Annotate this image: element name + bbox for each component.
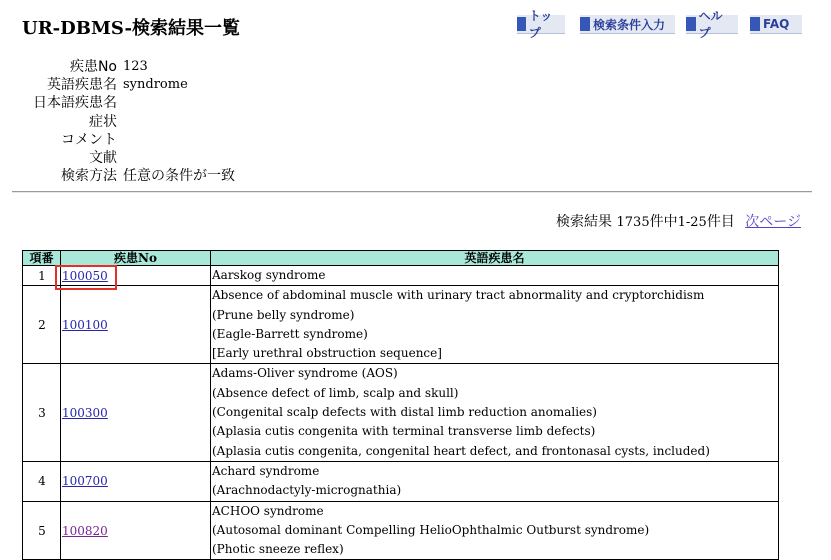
- table-row: [23, 364, 779, 461]
- criteria-key: コメント: [61, 131, 117, 148]
- row-english-name-cell: [211, 286, 779, 364]
- row-disease-no-cell: [61, 364, 211, 461]
- row-english-name-cell: [211, 364, 779, 461]
- table-row: [23, 286, 779, 364]
- disease-name-line: (Prune belly syndrome): [212, 307, 355, 322]
- disease-name-line: Aarskog syndrome: [212, 268, 326, 282]
- criteria-key: 日本語疾患名: [33, 95, 117, 112]
- disease-name-line: (Autosomal dominant Compelling HelioOphthalmic Outburst syndrome): [212, 522, 650, 537]
- result-middle-text: 件中: [649, 214, 678, 230]
- table-row: [23, 266, 779, 286]
- disease-name-line: (Aplasia cutis congenita, congenital heart defect, and frontonasal cysts, included): [212, 443, 710, 458]
- nav-faq-label: FAQ: [763, 17, 790, 31]
- nav-top-button[interactable]: [517, 9, 565, 40]
- search-criteria: [22, 58, 235, 185]
- disease-no-link[interactable]: 100100: [62, 317, 108, 332]
- divider: [12, 191, 812, 193]
- nav-square-icon: [580, 17, 590, 31]
- disease-name-line: (Aplasia cutis congenita with terminal transverse limb defects): [212, 424, 596, 439]
- row-english-name-cell: [211, 461, 779, 501]
- criteria-row-japanese-name: [22, 94, 235, 112]
- nav-search-conditions-button[interactable]: [580, 15, 675, 34]
- nav-square-icon: [750, 17, 760, 31]
- criteria-row-search-method: [22, 167, 235, 185]
- row-english-name-cell: [211, 501, 779, 560]
- row-index: 3: [23, 364, 61, 461]
- row-index: 1: [23, 266, 61, 286]
- table-row: [23, 461, 779, 501]
- criteria-key: 疾患No: [69, 59, 117, 75]
- criteria-row-literature: [22, 149, 235, 167]
- nav-square-icon: [517, 17, 526, 31]
- disease-name-line: (Eagle-Barrett syndrome): [212, 326, 368, 341]
- row-disease-no-cell: [61, 266, 211, 286]
- criteria-key: 英語疾患名: [47, 77, 117, 94]
- nav-faq-button[interactable]: [750, 15, 802, 34]
- table-row: [23, 501, 779, 560]
- disease-name-line: Adams-Oliver syndrome (AOS): [212, 366, 398, 381]
- row-disease-no-cell: [61, 501, 211, 560]
- nav-search-conditions-label: 検索条件入力: [593, 17, 666, 32]
- result-suffix-text: 件目: [706, 214, 735, 230]
- result-label: 検索結果: [556, 214, 613, 230]
- row-english-name-cell: [211, 266, 779, 286]
- disease-name-line: (Congenital scalp defects with distal limb reduction anomalies): [212, 405, 597, 420]
- disease-name-line: (Photic sneeze reflex): [212, 542, 344, 557]
- row-disease-no-cell: [61, 461, 211, 501]
- nav-square-icon: [686, 17, 696, 31]
- disease-no-link[interactable]: 100700: [62, 474, 108, 489]
- criteria-key: 検索方法: [61, 168, 117, 185]
- row-index: 4: [23, 461, 61, 501]
- header-index: 項番: [23, 251, 61, 266]
- nav-help-label: ヘルプ: [698, 9, 723, 40]
- nav-top-label: トップ: [528, 9, 553, 40]
- criteria-key: 症状: [89, 113, 117, 130]
- disease-name-line: (Absence defect of limb, scalp and skull): [212, 385, 459, 400]
- row-index: 2: [23, 286, 61, 364]
- row-index: 5: [23, 501, 61, 560]
- criteria-value: 任意の条件が一致: [123, 168, 235, 185]
- criteria-row-english-name: [22, 76, 235, 94]
- header-english-name: 英語疾患名: [211, 251, 779, 266]
- criteria-row-symptom: [22, 113, 235, 131]
- next-page-link[interactable]: 次ページ: [745, 214, 801, 230]
- header-disease-no: 疾患No: [61, 251, 211, 266]
- criteria-row-disease-no: [22, 58, 235, 76]
- result-range: 1-25: [677, 215, 707, 230]
- nav-help-button[interactable]: [686, 9, 738, 40]
- disease-name-line: Achard syndrome: [212, 463, 320, 478]
- criteria-value: 123: [123, 59, 148, 74]
- criteria-row-comment: [22, 131, 235, 149]
- disease-no-link[interactable]: 100300: [62, 405, 108, 420]
- disease-name-line: ACHOO syndrome: [212, 503, 324, 518]
- disease-no-link[interactable]: 100050: [62, 268, 108, 283]
- result-summary: [556, 211, 801, 231]
- disease-no-link[interactable]: 100820: [62, 523, 108, 538]
- disease-name-line: (Arachnodactyly-micrognathia): [212, 483, 402, 498]
- table-header-row: [23, 251, 779, 266]
- disease-name-line: Absence of abdominal muscle with urinary tract abnormality and cryptorchidism: [212, 288, 705, 303]
- results-table: [22, 250, 779, 560]
- criteria-key: 文献: [89, 149, 117, 166]
- criteria-value: syndrome: [123, 77, 188, 93]
- page-title: UR-DBMS-検索結果一覧: [22, 18, 241, 39]
- row-disease-no-cell: [61, 286, 211, 364]
- result-count: 1735: [616, 215, 650, 230]
- disease-name-line: [Early urethral obstruction sequence]: [212, 346, 442, 361]
